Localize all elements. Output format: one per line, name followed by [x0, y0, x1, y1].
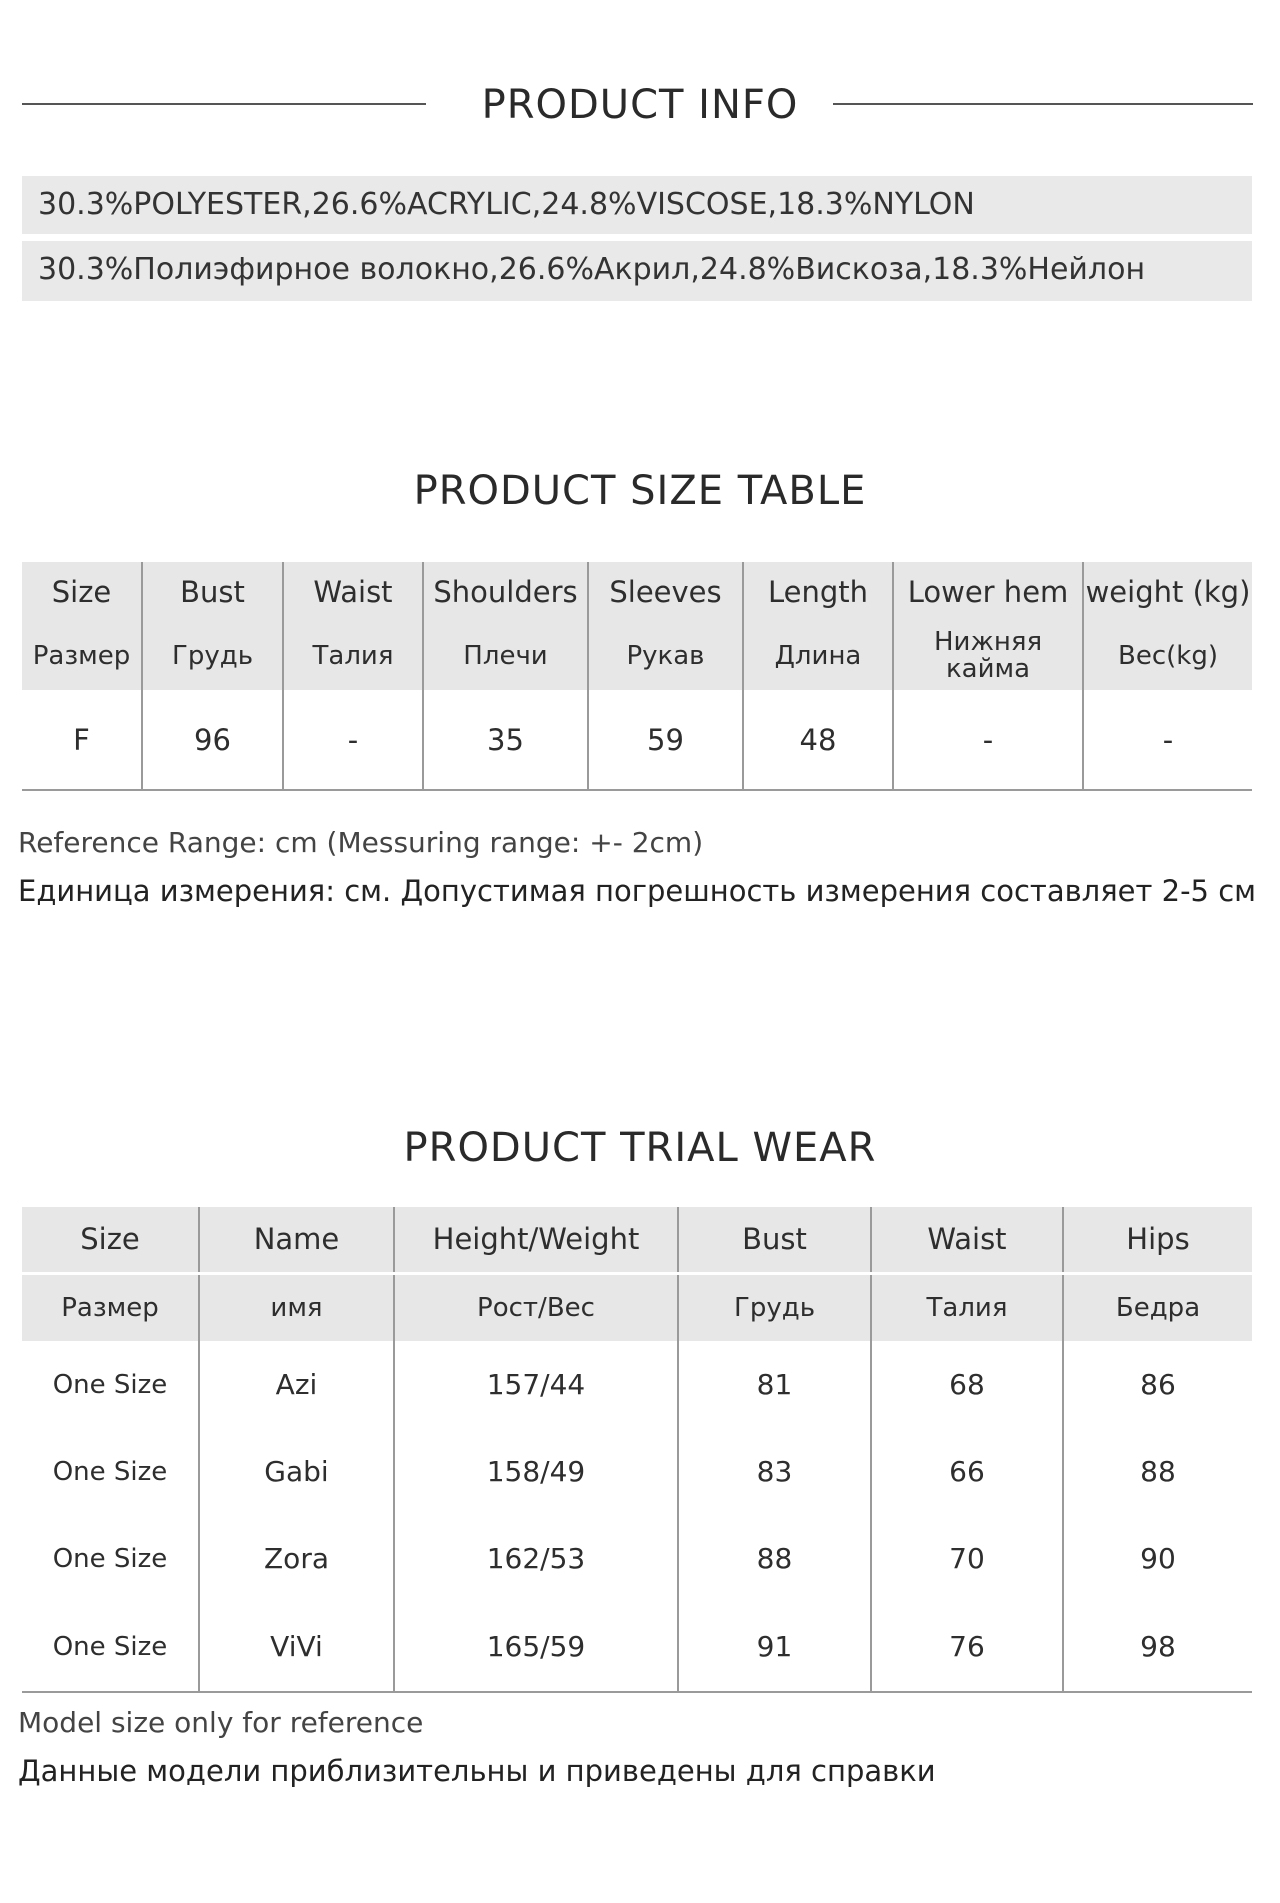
trial-cell: 162/53 [394, 1515, 678, 1602]
size-cell: - [893, 690, 1083, 790]
size-cell: - [1083, 690, 1252, 790]
trial-header-en-row [22, 1207, 1252, 1273]
trial-row [22, 1428, 1252, 1515]
size-header-ru-row [22, 622, 1252, 690]
trial-note-en: Model size only for reference [18, 1706, 424, 1739]
trial-cell: 90 [1063, 1515, 1252, 1602]
trial-cell: 88 [1063, 1428, 1252, 1515]
size-header-cell: Длина [743, 622, 893, 690]
size-header-cell: Shoulders [423, 562, 588, 622]
size-table-title: PRODUCT SIZE TABLE [413, 468, 867, 514]
size-header-cell: Грудь [142, 622, 283, 690]
size-cell: - [283, 690, 423, 790]
trial-cell: 158/49 [394, 1428, 678, 1515]
trial-cell: One Size [52, 1631, 168, 1662]
size-data-row [22, 690, 1252, 790]
trial-header-cell: Height/Weight [394, 1207, 678, 1273]
trial-cell: 81 [678, 1341, 871, 1428]
size-header-cell: Waist [283, 562, 423, 622]
size-cell: F [73, 722, 90, 757]
trial-header-cell: Size [22, 1207, 199, 1273]
composition-ru: 30.3%Полиэфирное волокно,26.6%Акрил,24.8%Вискоза,18.3%Нейлон [22, 241, 1252, 301]
trial-cell: 86 [1063, 1341, 1252, 1428]
trial-row [22, 1515, 1252, 1602]
trial-row [22, 1341, 1252, 1428]
trial-header-cell: Name [199, 1207, 394, 1273]
trial-cell: One Size [52, 1543, 168, 1574]
product-info-title: PRODUCT INFO [481, 82, 799, 128]
trial-header-cell: Waist [871, 1207, 1063, 1273]
composition-en: 30.3%POLYESTER,26.6%ACRYLIC,24.8%VISCOSE,18.3%NYLON [22, 176, 1252, 234]
size-header-en-row [22, 562, 1252, 622]
size-note-en: Reference Range: cm (Messuring range: +- 2cm) [18, 826, 704, 859]
trial-wear-table [22, 1207, 1252, 1693]
trial-cell: 66 [871, 1428, 1063, 1515]
size-header-cell: Вес(kg) [1083, 622, 1252, 690]
trial-cell: 165/59 [394, 1602, 678, 1692]
size-cell: 48 [743, 690, 893, 790]
trial-cell: ViVi [199, 1602, 394, 1692]
trial-wear-title: PRODUCT TRIAL WEAR [403, 1125, 877, 1171]
size-header-cell: Нижняя кайма [893, 622, 1083, 690]
trial-cell: 76 [871, 1602, 1063, 1692]
size-header-cell: Sleeves [588, 562, 743, 622]
trial-cell: 91 [678, 1602, 871, 1692]
size-header-cell: Талия [283, 622, 423, 690]
trial-cell: Gabi [199, 1428, 394, 1515]
size-header-cell: Размер [22, 622, 142, 690]
size-cell: 59 [588, 690, 743, 790]
trial-row [22, 1602, 1252, 1692]
trial-cell: 68 [871, 1341, 1063, 1428]
trial-header-cell: Талия [871, 1273, 1063, 1341]
trial-cell: 157/44 [394, 1341, 678, 1428]
trial-header-cell: Бедра [1063, 1273, 1252, 1341]
size-header-cell: Length [743, 562, 893, 622]
trial-cell: One Size [52, 1456, 168, 1487]
trial-note-ru: Данные модели приблизительны и приведены для справки [18, 1754, 936, 1788]
trial-cell: One Size [52, 1369, 168, 1400]
trial-cell: 83 [678, 1428, 871, 1515]
trial-header-cell: Грудь [678, 1273, 871, 1341]
size-cell: 35 [423, 690, 588, 790]
size-header-cell: Size [22, 562, 142, 622]
size-header-cell: weight (kg) [1083, 562, 1252, 622]
trial-cell: 98 [1063, 1602, 1252, 1692]
trial-cell: 88 [678, 1515, 871, 1602]
size-header-cell: Lower hem [893, 562, 1083, 622]
trial-header-cell: Рост/Вес [394, 1273, 678, 1341]
trial-cell: Zora [199, 1515, 394, 1602]
trial-header-cell: Размер [22, 1273, 199, 1341]
size-header-cell: Bust [142, 562, 283, 622]
trial-header-cell: Bust [678, 1207, 871, 1273]
size-header-cell: Рукав [588, 622, 743, 690]
size-cell: 96 [142, 690, 283, 790]
size-table [22, 562, 1252, 791]
trial-header-cell: Hips [1063, 1207, 1252, 1273]
trial-header-ru-row [22, 1273, 1252, 1341]
trial-header-cell: имя [199, 1273, 394, 1341]
trial-cell: Azi [199, 1341, 394, 1428]
size-note-ru: Единица измерения: см. Допустимая погрешность измерения составляет 2-5 см [18, 874, 1257, 908]
size-header-cell: Плечи [423, 622, 588, 690]
trial-cell: 70 [871, 1515, 1063, 1602]
